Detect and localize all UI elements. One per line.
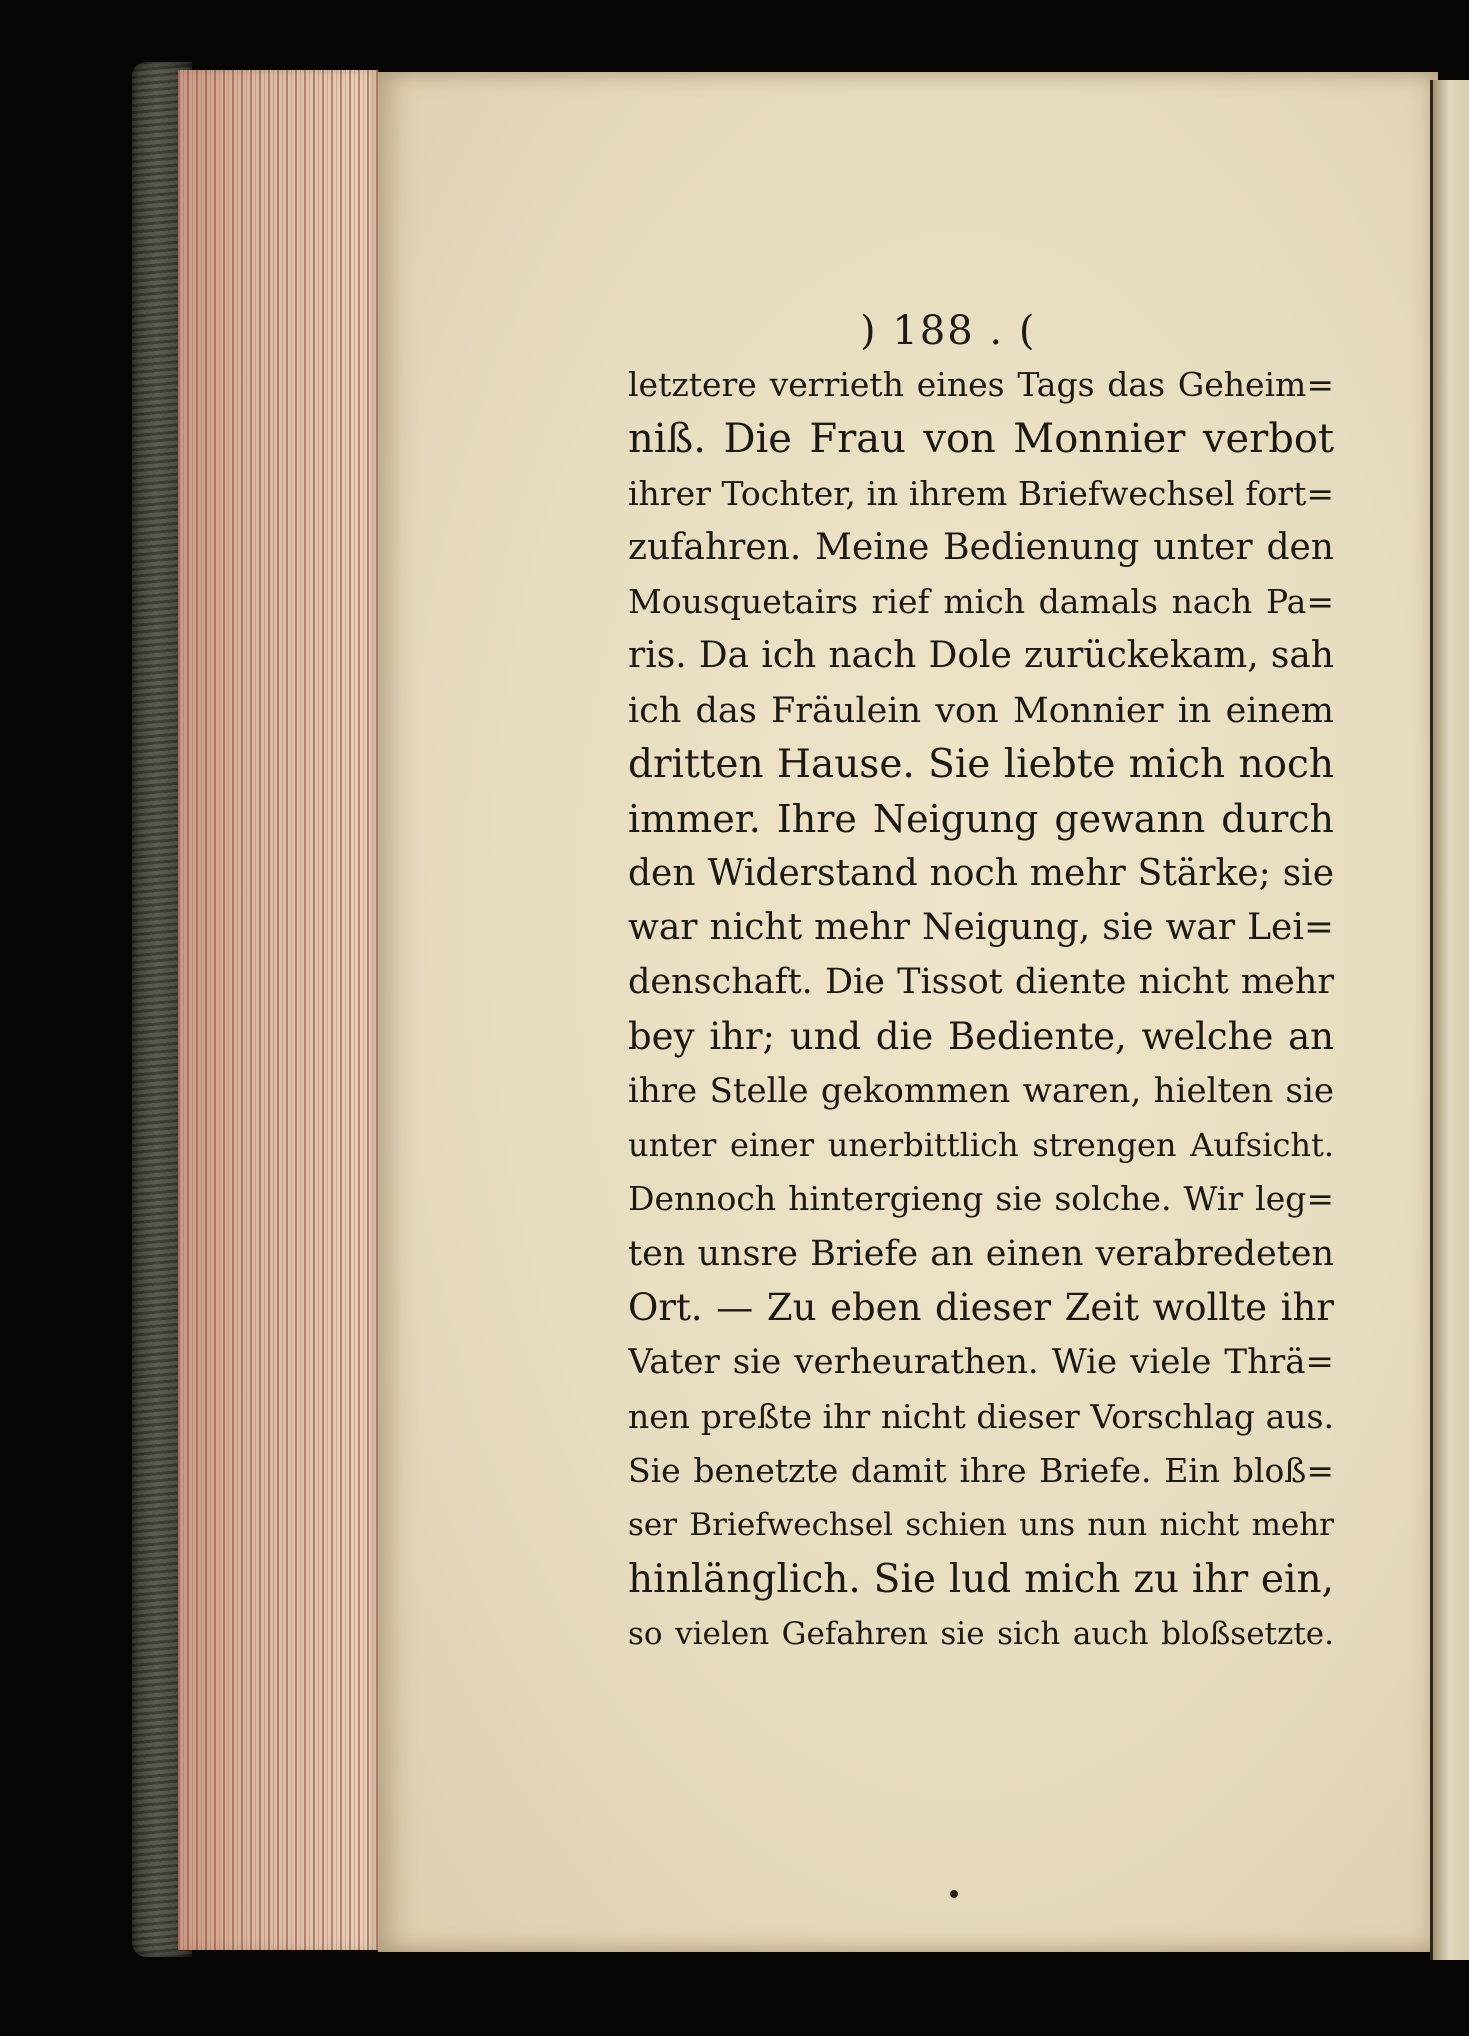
text-line: niß. Die Frau von Monnier verbot — [628, 416, 1334, 463]
text-line: dritten Hause. Sie liebte mich noch — [628, 742, 1334, 788]
text-line: ihre Stelle gekommen waren, hielten sie — [628, 1070, 1334, 1111]
text-line: unter einer unerbittlich strengen Aufsicht. — [628, 1126, 1334, 1165]
ink-speck — [950, 1890, 958, 1898]
text-line: bey ihr; und die Bediente, welche an — [628, 1014, 1334, 1058]
page-text — [628, 358, 1334, 1661]
text-line: den Widerstand noch mehr Stärke; sie — [628, 852, 1334, 894]
text-line: ten unsre Briefe an einen verabredeten — [628, 1233, 1334, 1274]
text-line: war nicht mehr Neigung, sie war Lei= — [628, 906, 1334, 948]
text-line: ris. Da ich nach Dole zurückekam, sah — [628, 635, 1334, 677]
text-line: zufahren. Meine Bedienung unter den — [628, 526, 1334, 568]
text-line: ich das Fräulein von Monnier in einem — [628, 690, 1334, 731]
text-line: immer. Ihre Neigung gewann durch — [628, 797, 1334, 842]
text-line: Vater sie verheurathen. Wie viele Thrä= — [628, 1342, 1334, 1383]
text-line: Mousquetairs rief mich damals nach Pa= — [628, 582, 1334, 622]
text-line: Ort. — Zu eben dieser Zeit wollte ihr — [628, 1286, 1334, 1330]
text-line: so vielen Gefahren sie sich auch bloßsetzte. — [628, 1615, 1334, 1652]
text-line: Dennoch hintergieng sie solche. Wir leg= — [628, 1179, 1334, 1219]
facing-page-edge — [1430, 80, 1469, 1960]
text-line: hinlänglich. Sie lud mich zu ihr ein, — [628, 1556, 1334, 1602]
text-line: denschaft. Die Tissot diente nicht mehr — [628, 962, 1334, 1003]
text-line: nen preßte ihr nicht dieser Vorschlag aus. — [628, 1396, 1334, 1436]
page-number-header: ) 188 . ( — [860, 308, 1037, 354]
text-line: ihrer Tochter, in ihrem Briefwechsel fort= — [628, 473, 1334, 513]
text-line: Sie benetzte damit ihre Briefe. Ein bloß= — [628, 1450, 1334, 1490]
text-line: ser Briefwechsel schien uns nun nicht mehr — [628, 1507, 1334, 1544]
page-block-edges — [178, 70, 378, 1950]
text-line: letztere verrieth eines Tags das Geheim= — [628, 365, 1334, 404]
